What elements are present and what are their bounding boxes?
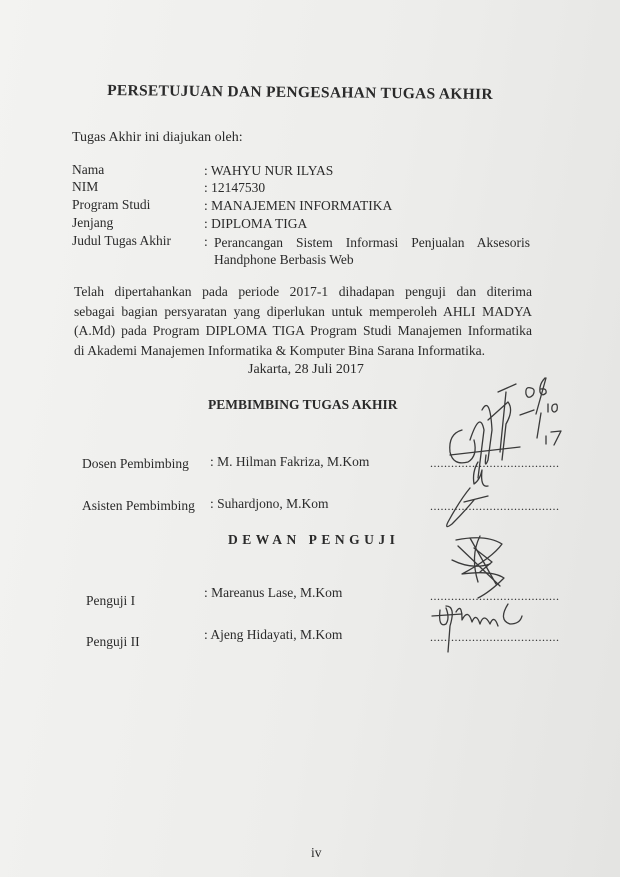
- page-number: iv: [311, 845, 322, 860]
- penguji2-label: Penguji II: [86, 634, 140, 649]
- asisten-value: : Suhardjono, M.Kom: [210, 496, 329, 511]
- prodi-value: : MANAJEMEN INFORMATIKA: [204, 198, 393, 213]
- pembimbing-heading: PEMBIMBING TUGAS AKHIR: [208, 397, 398, 412]
- judul-colon: :: [204, 234, 208, 249]
- dosen-value: : M. Hilman Fakriza, M.Kom: [210, 454, 370, 469]
- page-title: PERSETUJUAN DAN PENGESAHAN TUGAS AKHIR: [107, 81, 493, 104]
- place-date: Jakarta, 28 Juli 2017: [248, 362, 364, 377]
- judul-value-line1: Perancangan Sistem Informasi Penjualan Aksesoris: [214, 235, 530, 250]
- jenjang-label: Jenjang: [72, 215, 114, 230]
- jenjang-value: : DIPLOMA TIGA: [204, 216, 308, 231]
- penguji1-value: : Mareanus Lase, M.Kom: [204, 585, 343, 600]
- asisten-signature: [447, 462, 488, 527]
- paragraph-line: (A.Md) pada Program DIPLOMA TIGA Program Studi Manajemen Informatika: [74, 323, 532, 338]
- penguji-heading: DEWAN PENGUJI: [228, 532, 400, 547]
- asisten-signature-line: .....................................: [430, 499, 560, 513]
- penguji1-signature-line: .....................................: [430, 589, 560, 603]
- paragraph-line: sebagai bagian persyaratan yang diperlukan untuk memperoleh AHLI MADYA: [74, 303, 532, 319]
- penguji1-label: Penguji I: [86, 593, 136, 608]
- nama-label: Nama: [72, 162, 105, 177]
- intro-text: Tugas Akhir ini diajukan oleh:: [72, 130, 243, 145]
- penguji2-signature-line: .....................................: [430, 630, 560, 644]
- nim-value: : 12147530: [204, 180, 266, 195]
- judul-value-line2: Handphone Berbasis Web: [214, 252, 354, 267]
- approval-paragraph: [74, 282, 532, 360]
- paragraph-line: di Akademi Manajemen Informatika & Komputer Bina Sarana Informatika.: [74, 342, 486, 358]
- dosen-label: Dosen Pembimbing: [82, 456, 189, 471]
- nama-value: : WAHYU NUR ILYAS: [204, 163, 334, 178]
- handwritten-date: [520, 378, 561, 445]
- paragraph-line: Telah dipertahankan pada periode 2017-1 dihadapan penguji dan diterima: [74, 284, 532, 299]
- nim-label: NIM: [72, 179, 99, 194]
- judul-label: Judul Tugas Akhir: [72, 233, 172, 248]
- dosen-signature-line: .....................................: [430, 456, 560, 470]
- asisten-label: Asisten Pembimbing: [82, 498, 195, 513]
- prodi-label: Program Studi: [72, 197, 151, 212]
- penguji2-value: : Ajeng Hidayati, M.Kom: [204, 627, 343, 642]
